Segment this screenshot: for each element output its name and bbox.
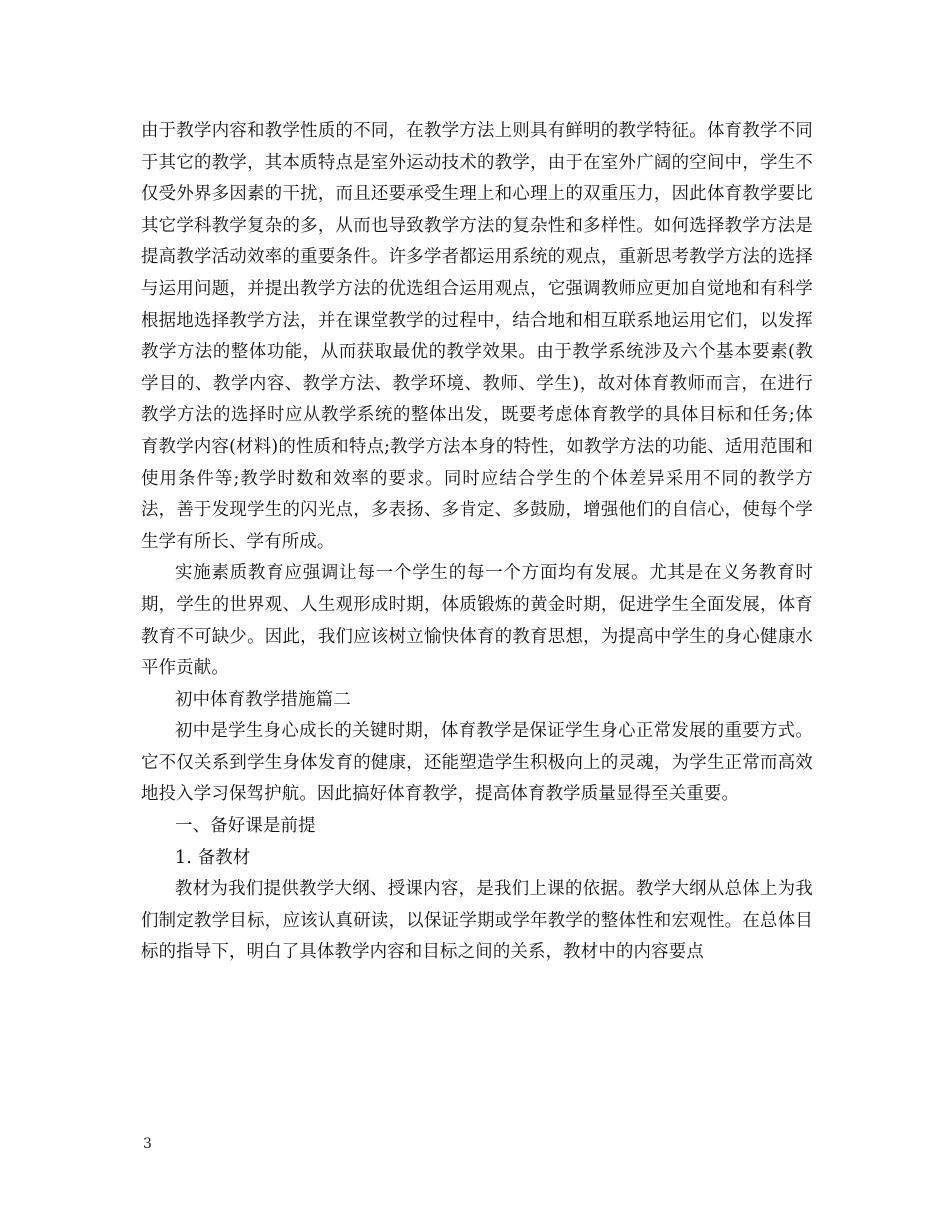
paragraph-introduction: 初中是学生身心成长的关键时期，体育教学是保证学生身心正常发展的重要方式。它不仅关系到学生身体发育的健康，还能塑造学生积极向上的灵魂，为学生正常而高效地投入学习保驾护航。因此搞好体育教学，提高体育教学质量显得至关重要。 [141,721,813,805]
document-body [141,116,813,969]
section-title: 初中体育教学措施篇二 [175,689,351,710]
section-heading-prepare-lessons: 一、备好课是前提 [175,816,316,837]
paragraph-teaching-methods: 由于教学内容和教学性质的不同，在教学方法上则具有鲜明的教学特征。体育教学不同于其它的教学，其本质特点是室外运动技术的教学，由于在室外广阔的空间中，学生不仅受外界多因素的干扰，而且还要承受生理上和心理上的双重压力，因此体育教学要比其它学科教学复杂的多，从而也导致教学方法的复杂性和多样性。如何选择教学方法是提高教学活动效率的重要条件。许多学者都运用系统的观点，重新思考教学方法的选择与运用问题，并提出教学方法的优选组合运用观点，它强调教师应更加自觉地和有科学根据地选择教学方法，并在课堂教学的过程中，结合地和相互联系地运用它们，以发挥教学方法的整体功能，从而获取最优的教学效果。由于教学系统涉及六个基本要素(教学目的、教学内容、教学方法、教学环境、教师、学生)，故对体育教师而言，在进行教学方法的选择时应从教学系统的整体出发，既要考虑体育教学的具体目标和任务;体育教学内容(材料)的性质和特点;教学方法本身的特性，如教学方法的功能、适用范围和使用条件等;教学时数和效率的要求。同时应结合学生的个体差异采用不同的教学方法，善于发现学生的闪光点，多表扬、多肯定、多鼓励，增强他们的自信心，使每个学生学有所长、学有所成。 [141,121,813,552]
paragraph-teaching-materials: 教材为我们提供教学大纲、授课内容，是我们上课的依据。教学大纲从总体上为我们制定教学目标，应该认真研读，以保证学期或学年教学的整体性和宏观性。在总体目标的指导下，明白了具体教学内容和目标之间的关系，教材中的内容要点 [141,879,813,963]
paragraph-quality-education: 实施素质教育应强调让每一个学生的每一个方面均有发展。尤其是在义务教育时期，学生的世界观、人生观形成时期，体质锻炼的黄金时期，促进学生全面发展，体育教育不可缺少。因此，我们应该树立愉快体育的教育思想，为提高中学生的身心健康水平作贡献。 [141,563,813,679]
subsection-heading-prepare-materials: 1. 备教材 [175,847,251,868]
page-number: 3 [143,1136,152,1152]
